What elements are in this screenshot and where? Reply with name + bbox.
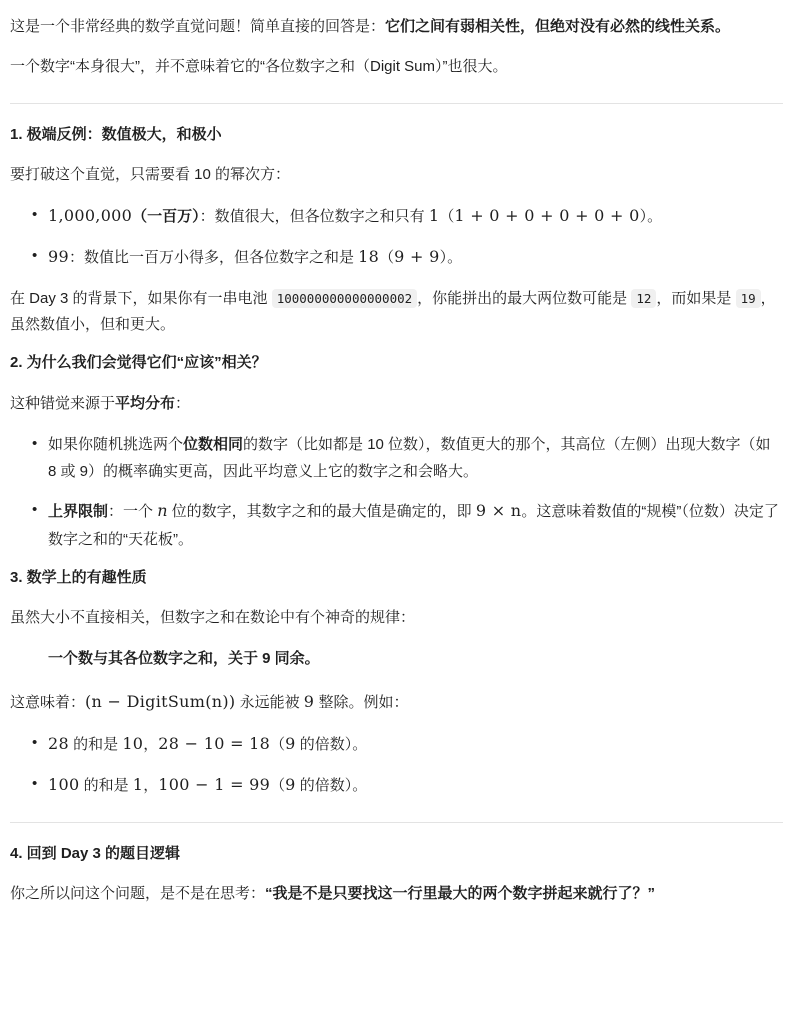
s4-closing-pre: 你之所以问这个问题，是不是在思考： [10, 885, 266, 903]
s3-after-end: 整除。例如： [314, 693, 409, 711]
s3-after-mid: 永远能被 [235, 693, 304, 711]
s4-closing-bold: “我是不是只要找这一行里最大的两个数字拼起来就行了？” [265, 885, 656, 903]
closing-text-end: ，虽然数值小，但和更大。 [10, 289, 776, 334]
closing-text-mid: ，你能拼出的最大两位数可能是 [417, 289, 632, 307]
s3-b1-m1: 28 [48, 734, 69, 754]
s3-b1-t4: 的倍数）。 [295, 736, 368, 754]
section-1-intro: 要打破这个直觉，只需要看 10 的幂次方： [10, 166, 291, 183]
closing-text-mid-2: ，而如果是 [656, 289, 736, 307]
s3-b2-m4: 9 [285, 774, 296, 794]
intro-bold-2: 线性关系。 [655, 18, 731, 35]
s3-b1-m3: 28 − 10 = 18 [158, 734, 271, 754]
bullet-2-text-pre: ：数值比一百万小得多，但各位数字之和是 [68, 249, 359, 267]
inline-code-twelve: 12 [631, 289, 656, 308]
bullet-1-math-tail: 1 + 0 + 0 + 0 + 0 + 0 [454, 206, 640, 226]
list-item [32, 771, 783, 800]
section-3-bullet-list [10, 730, 783, 800]
section-1-heading: 1. 极端反例：数值极大，和极小 [10, 125, 222, 143]
divider-1 [10, 103, 783, 104]
intro-bold-1: 它们之间有弱相关性，但绝对没有必然的 [385, 18, 656, 35]
section-3-after-quote [10, 688, 783, 716]
intro-paragraph-2: 一个数字“本身很大”，并不意味着它的“各位数字之和（Digit Sum）”也很大。 [10, 58, 508, 76]
section-4-heading: 4. 回到 Day 3 的题目逻辑 [10, 844, 181, 862]
s3-b2-t1: 的和是 [79, 776, 133, 794]
s2-bullet-2-bold: 上界限制 [48, 503, 109, 521]
section-2-intro-bold: 平均分布 [115, 394, 176, 412]
s3-b1-t1: 的和是 [68, 736, 123, 754]
section-1-closing [10, 286, 783, 339]
bullet-2-text-end: ）。 [439, 249, 463, 267]
s2-bullet-2-pre: ：一个 [108, 503, 158, 521]
closing-text-pre: 在 Day 3 的背景下，如果你有一串电池 [10, 289, 272, 307]
list-item [32, 202, 783, 231]
s2-bullet-1-post: 的数字（比如都是 10 位数），数值更大的那个，其高位（左侧）出现大数字（如 8 或 9）的概率确实更高，因此平均意义上它的数字之和会略大。 [48, 436, 771, 481]
intro-paragraph [10, 14, 783, 40]
s3-b2-m1: 100 [48, 774, 80, 794]
intro-lead-text: 这是一个非常经典的数学直觉问题！简单直接的回答是： [10, 18, 386, 35]
s3-b2-m2: 1 [132, 774, 144, 794]
section-4-closing [10, 881, 783, 911]
bullet-2-math-tail: 9 + 9 [394, 247, 440, 267]
list-item [32, 431, 783, 485]
s3-b2-t3: （ [270, 776, 286, 794]
bullet-2-math-lead: 99 [48, 247, 69, 267]
section-3-quote: 一个数与其各位数字之和，关于 9 同余。 [48, 649, 320, 667]
s3-b1-m4: 9 [285, 734, 296, 754]
bullet-1-math-mid: 1 [428, 206, 440, 226]
list-item [32, 243, 783, 272]
list-item [32, 497, 783, 553]
divider-2 [10, 822, 783, 823]
s3-after-math-1: (n − DigitSum(n)) [85, 691, 236, 711]
bullet-1-text-post: （ [439, 208, 455, 226]
section-2-intro [10, 391, 783, 417]
section-2-heading: 2. 为什么我们会觉得它们“应该”相关？ [10, 354, 267, 372]
bullet-2-text-post: （ [379, 249, 395, 267]
section-2-intro-post: ： [175, 394, 191, 412]
s2-bullet-1-bold: 位数相同 [183, 436, 244, 454]
section-2-intro-pre: 这种错觉来源于 [10, 394, 116, 412]
s3-b1-t2: ， [143, 736, 159, 754]
s3-b1-m2: 10 [122, 734, 144, 754]
s3-after-math-2: 9 [303, 691, 315, 711]
section-3-heading: 3. 数学上的有趣性质 [10, 568, 147, 586]
bullet-1-text-pre: ：数值很大，但各位数字之和只有 [199, 208, 429, 226]
s3-after-pre: 这意味着： [10, 693, 86, 711]
bullet-1-math-lead: 1,000,000 [48, 206, 133, 226]
s2-bullet-2-math-n: n [157, 501, 168, 521]
inline-code-battery: 100000000000000002 [272, 289, 417, 308]
list-item [32, 730, 783, 759]
s2-bullet-2-post: 。这意味着数值的“规模”（位数）决定了数字之和的“天花板”。 [48, 503, 779, 548]
s3-b2-t4: 的倍数）。 [295, 776, 368, 794]
section-3-intro: 虽然大小不直接相关，但数字之和在数论中有个神奇的规律： [10, 609, 416, 627]
s2-bullet-2-mid: 位的数字，其数字之和的最大值是确定的，即 [167, 503, 476, 521]
bullet-1-text-end: ）。 [639, 208, 663, 226]
s3-b2-t2: ， [143, 776, 159, 794]
bullet-2-math-mid: 18 [358, 247, 380, 267]
s2-bullet-1-pre: 如果你随机挑选两个 [48, 436, 184, 454]
bullet-1-bold: （一百万） [132, 208, 200, 226]
section-2-bullet-list [10, 431, 783, 553]
s3-b2-m3: 100 − 1 = 99 [158, 774, 271, 794]
s2-bullet-2-math-9n: 9 × n [475, 501, 522, 521]
inline-code-nineteen: 19 [736, 289, 761, 308]
section-1-bullet-list [10, 202, 783, 272]
s3-b1-t3: （ [270, 736, 286, 754]
